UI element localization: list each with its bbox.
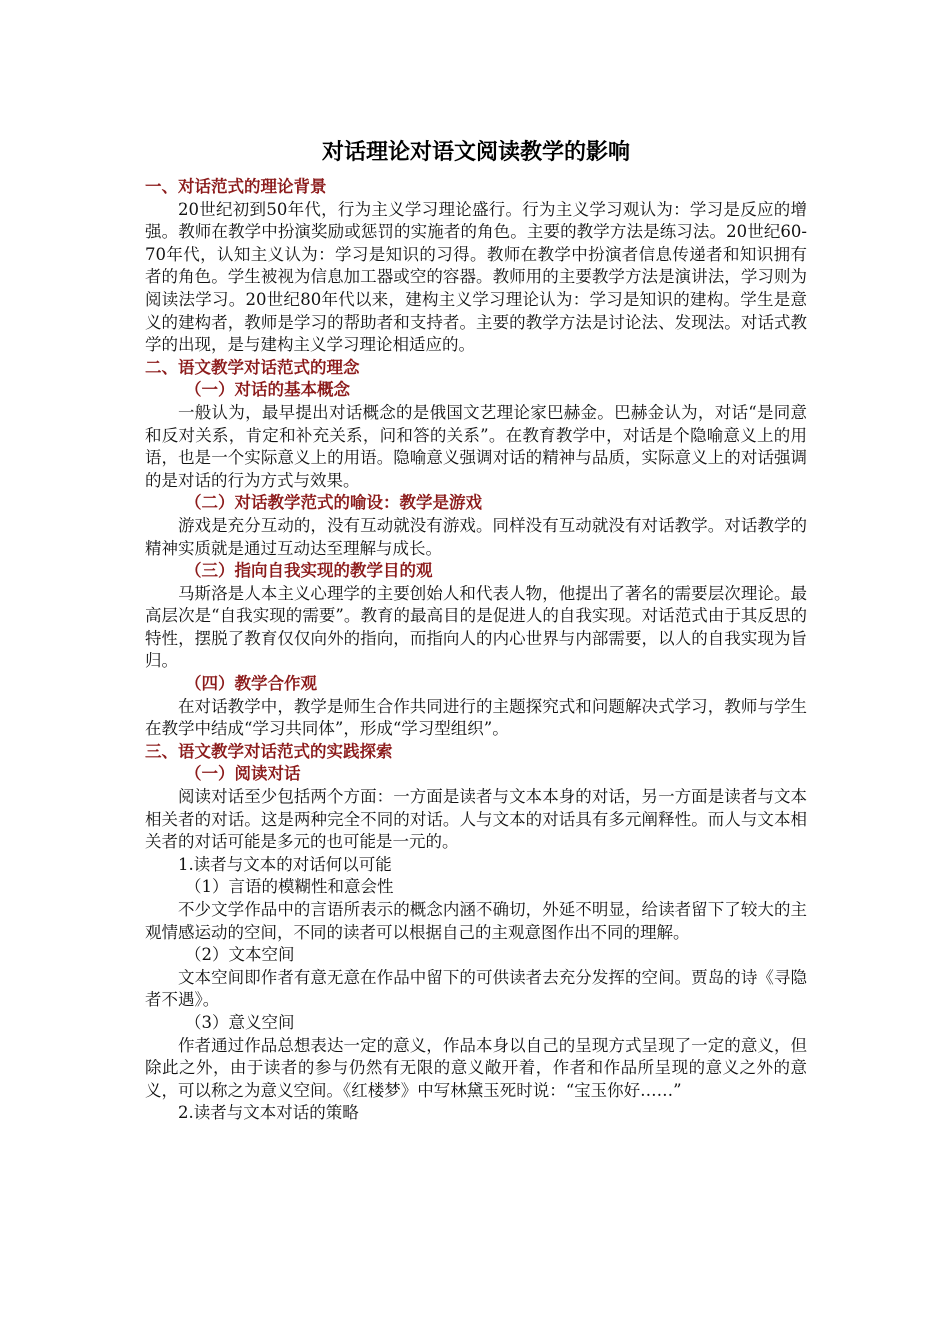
document-title: 对话理论对语文阅读教学的影响 xyxy=(321,139,630,165)
paragraph: 文本空间即作者有意无意在作品中留下的可供读者去充分发挥的空间。贾岛的诗《寻隐者不遇》。 xyxy=(145,967,807,1010)
subsection-heading: （一）对话的基本概念 xyxy=(185,380,350,400)
document-page xyxy=(145,132,807,1125)
subsection-heading: （二）对话教学范式的喻设：教学是游戏 xyxy=(185,493,482,513)
paragraph: 20世纪初到50年代，行为主义学习理论盛行。行为主义学习观认为：学习是反应的增强。教师在教学中扮演奖励或惩罚的实施者的角色。主要的教学方法是练习法。20世纪60-70年代，认知主义认为：学习是知识的习得。教师在教学中扮演者信息传递者和知识拥有者的角色。学生被视为信息加工器或空的容器。教师用的主要教学方法是演讲法，学习则为阅读法学习。20世纪80年代以来，建构主义学习理论认为：学习是知识的建构。学生是意义的建构者，教师是学习的帮助者和支持者。主要的教学方法是讨论法、发现法。对话式教学的出现，是与建构主义学习理论相适应的。 xyxy=(145,199,807,355)
paragraph: 作者通过作品总想表达一定的意义，作品本身以自己的呈现方式呈现了一定的意义，但除此之外，由于读者的参与仍然有无限的意义敞开着，作者和作品所呈现的意义之外的意义，可以称之为意义空间。《红楼梦》中写林黛玉死时说：“宝玉你好……” xyxy=(145,1035,807,1100)
subsection-heading: （一）阅读对话 xyxy=(185,764,301,784)
subsection-heading: （三）指向自我实现的教学目的观 xyxy=(185,561,433,581)
paragraph: 马斯洛是人本主义心理学的主要创始人和代表人物，他提出了著名的需要层次理论。最高层次是“自我实现的需要”。教育的最高目的是促进人的自我实现。对话范式由于其反思的特性，摆脱了教育仅仅向外的指向，而指向人的内心世界与内部需要，以人的自我实现为旨归。 xyxy=(145,583,807,671)
sub-item: （2）文本空间 xyxy=(185,945,295,965)
numbered-item: 1.读者与文本的对话何以可能 xyxy=(178,854,392,874)
section-heading: 二、语文教学对话范式的理念 xyxy=(145,357,360,377)
paragraph: 阅读对话至少包括两个方面：一方面是读者与文本本身的对话，另一方面是读者与文本相关者的对话。这是两种完全不同的对话。人与文本的对话具有多元阐释性。而人与文本相关者的对话可能是多元的也可能是一元的。 xyxy=(145,787,807,852)
sub-item: （1）言语的模糊性和意会性 xyxy=(185,877,394,897)
subsection-heading: （四）教学合作观 xyxy=(185,674,317,694)
paragraph: 一般认为，最早提出对话概念的是俄国文艺理论家巴赫金。巴赫金认为，对话“是同意和反对关系，肯定和补充关系，问和答的关系”。在教育教学中，对话是个隐喻意义上的用语，也是一个实际意义上的用语。隐喻意义强调对话的精神与品质，实际意义上的对话强调的是对话的行为方式与效果。 xyxy=(145,402,807,490)
paragraph: 在对话教学中，教学是师生合作共同进行的主题探究式和问题解决式学习，教师与学生在教学中结成“学习共同体”，形成“学习型组织”。 xyxy=(145,696,807,739)
paragraph: 不少文学作品中的言语所表示的概念内涵不确切，外延不明显，给读者留下了较大的主观情感运动的空间，不同的读者可以根据自己的主观意图作出不同的理解。 xyxy=(145,900,807,942)
document-body xyxy=(145,176,807,1125)
paragraph: 游戏是充分互动的，没有互动就没有游戏。同样没有互动就没有对话教学。对话教学的精神实质就是通过互动达至理解与成长。 xyxy=(145,515,807,558)
numbered-item: 2.读者与文本对话的策略 xyxy=(178,1103,359,1123)
sub-item: （3）意义空间 xyxy=(185,1012,295,1032)
section-heading: 三、语文教学对话范式的实践探索 xyxy=(145,741,393,761)
section-heading: 一、对话范式的理论背景 xyxy=(145,177,327,196)
